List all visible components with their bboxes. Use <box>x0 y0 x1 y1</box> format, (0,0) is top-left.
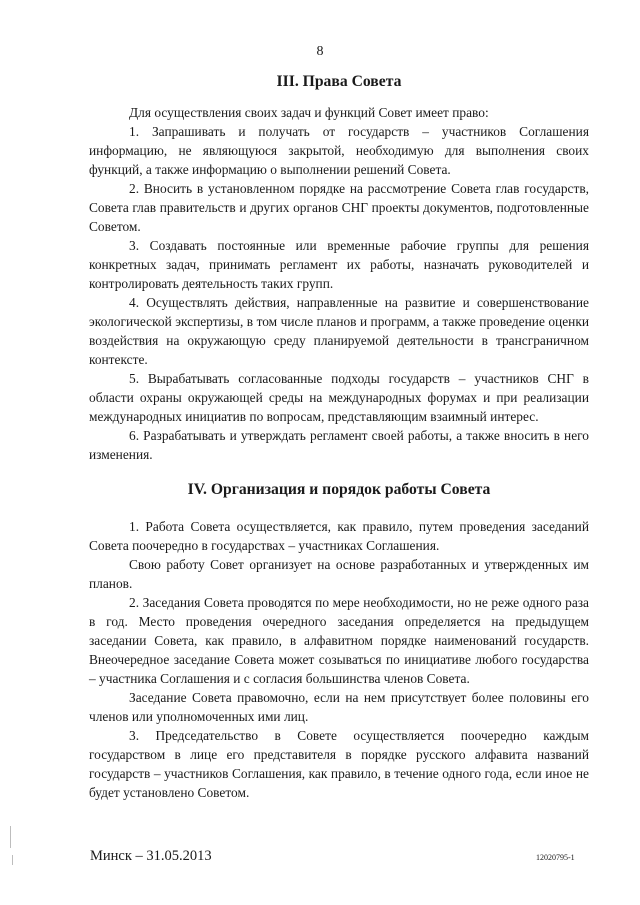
section-3-title: III. Права Совета <box>276 73 402 90</box>
scan-margin-mark <box>10 826 11 848</box>
footer-doc-code: 12020795-1 <box>536 853 575 862</box>
section-3-item-4: 4. Осуществлять действия, направленные на развитие и совершенствование экологической экспертизы, в том числе планов и программ, а также проведение оценки воздействия на окружающую среду планируемой деятельности в трансграничном контексте. <box>89 295 589 367</box>
section-3-item-3: 3. Создавать постоянные или временные рабочие группы для решения конкретных задач, принимать регламент их работы, назначать руководителей и контролировать деятельность таких групп. <box>89 238 589 291</box>
document-body <box>89 72 589 802</box>
section-4-item-2-note: Заседание Совета правомочно, если на нем присутствует более половины его членов или уполномоченных ими лиц. <box>89 690 589 724</box>
section-3-item-5: 5. Вырабатывать согласованные подходы государств – участников СНГ в области охраны окружающей среды на международных форумах и при реализации международных инициатив по вопросам, представляющим взаимный интерес. <box>89 371 589 424</box>
section-3-intro: Для осуществления своих задач и функций Совет имеет право: <box>129 105 489 120</box>
section-4-title: IV. Организация и порядок работы Совета <box>187 481 491 498</box>
section-4-item-1: 1. Работа Совета осуществляется, как правило, путем проведения заседаний Совета поочередно в государствах – участниках Соглашения. <box>89 519 589 553</box>
footer-city-date: Минск – 31.05.2013 <box>90 848 212 864</box>
section-4-item-2: 2. Заседания Совета проводятся по мере необходимости, но не реже одного раза в год. Место проведения очередного заседания определяется на предыдущем заседании Совета, как правило, в алфавитном порядке наименований государств. Внеочередное заседание Совета может созываться по инициативе любого государства – участника Соглашения и с согласия большинства членов Совета. <box>89 595 589 686</box>
section-3-item-6: 6. Разрабатывать и утверждать регламент своей работы, а также вносить в него изменения. <box>89 428 589 462</box>
page-number: 8 <box>316 44 324 59</box>
section-4-item-1-note: Свою работу Совет организует на основе разработанных и утвержденных им планов. <box>89 557 589 591</box>
section-3-item-2: 2. Вносить в установленном порядке на рассмотрение Совета глав государств, Совета глав правительств и других органов СНГ проекты документов, подготовленные Советом. <box>89 181 589 234</box>
section-4-item-3: 3. Председательство в Совете осуществляется поочередно каждым государством в лице его представителя в порядке русского алфавита названий государств – участников Соглашения, как правило, в течение одного года, если иное не будет установлено Советом. <box>89 728 589 800</box>
scan-margin-mark <box>12 855 13 865</box>
section-3-item-1: 1. Запрашивать и получать от государств – участников Соглашения информацию, не являющуюся закрытой, необходимую для выполнения своих функций, а также информацию о выполнении решений Совета. <box>89 124 589 177</box>
